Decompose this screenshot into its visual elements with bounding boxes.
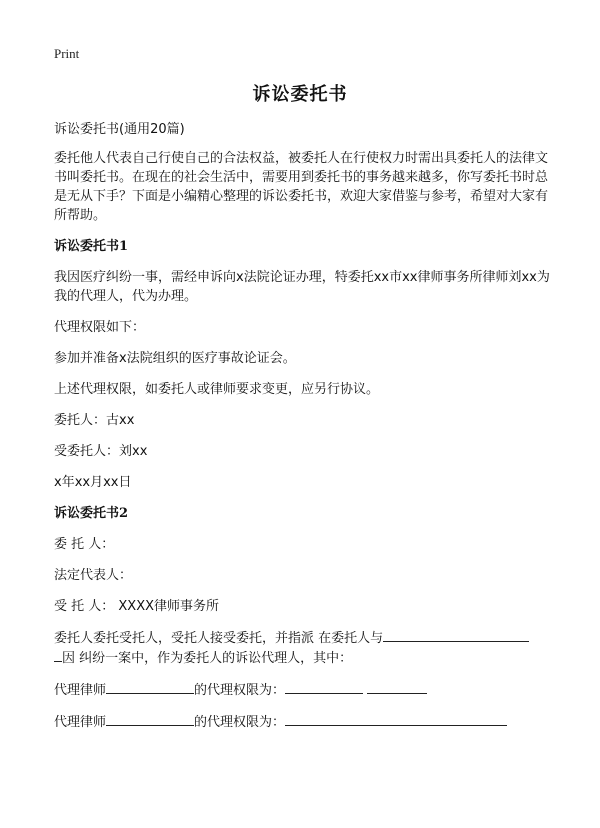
legal-rep-line: 法定代表人： [54,568,133,583]
blank-line [367,680,427,694]
entrust-text-b: 因 纠纷一案中，作为委托人的诉讼代理人，其中： [62,651,353,666]
lawyer-label: 代理律师 [54,683,107,698]
blank-line [54,648,62,662]
blank-line [285,712,507,726]
section1-paragraph: 参加并准备x法院组织的医疗事故论证会。 [54,351,296,366]
page-title: 诉讼委托书 [252,84,348,105]
trustee-line: 受 托 人： XXXX律师事务所 [54,599,220,614]
subtitle: 诉讼委托书(通用20篇) [54,122,185,137]
section1-paragraph: 上述代理权限，如委托人或律师要求变更，应另行协议。 [54,382,380,397]
entrust-text-a: 委托人委托受托人，受托人接受委托，并指派 在委托人与 [54,631,384,646]
section-heading-2: 诉讼委托书2 [54,506,129,521]
section1-paragraph: 我因医疗纠纷一事，需经申诉向x法院论证办理，特委托xx市xx律师事务所律师刘xx为我的代理人，代为办理。 [54,270,550,304]
blank-line [285,680,363,694]
trustee-signature: 受委托人：刘xx [54,444,148,459]
print-link[interactable]: Print [54,46,80,61]
lawyer-authority-row [54,712,554,732]
blank-line [106,712,194,726]
authority-label: 的代理权限为： [194,683,286,698]
client-signature: 委托人：古xx [54,413,135,428]
blank-line [383,628,529,642]
intro-paragraph: 委托他人代表自己行使自己的合法权益，被委托人在行使权力时需出具委托人的法律文书叫委托书。在现在的社会生活中，需要用到委托书的事务越来越多，你写委托书时总是无从下手？下面是小编精心整理的诉讼委托书，欢迎大家借鉴与参考，希望对大家有所帮助。 [54,151,549,223]
date-line: x年xx月xx日 [54,475,132,490]
entrust-paragraph [54,628,554,668]
lawyer-authority-row [54,680,554,700]
authority-label: 的代理权限为： [194,715,286,730]
document-body [54,120,554,744]
blank-line [106,680,194,694]
lawyer-label: 代理律师 [54,715,107,730]
client-line: 委 托 人： [54,537,115,552]
section1-paragraph: 代理权限如下： [54,320,146,335]
section-heading-1: 诉讼委托书1 [54,239,129,254]
